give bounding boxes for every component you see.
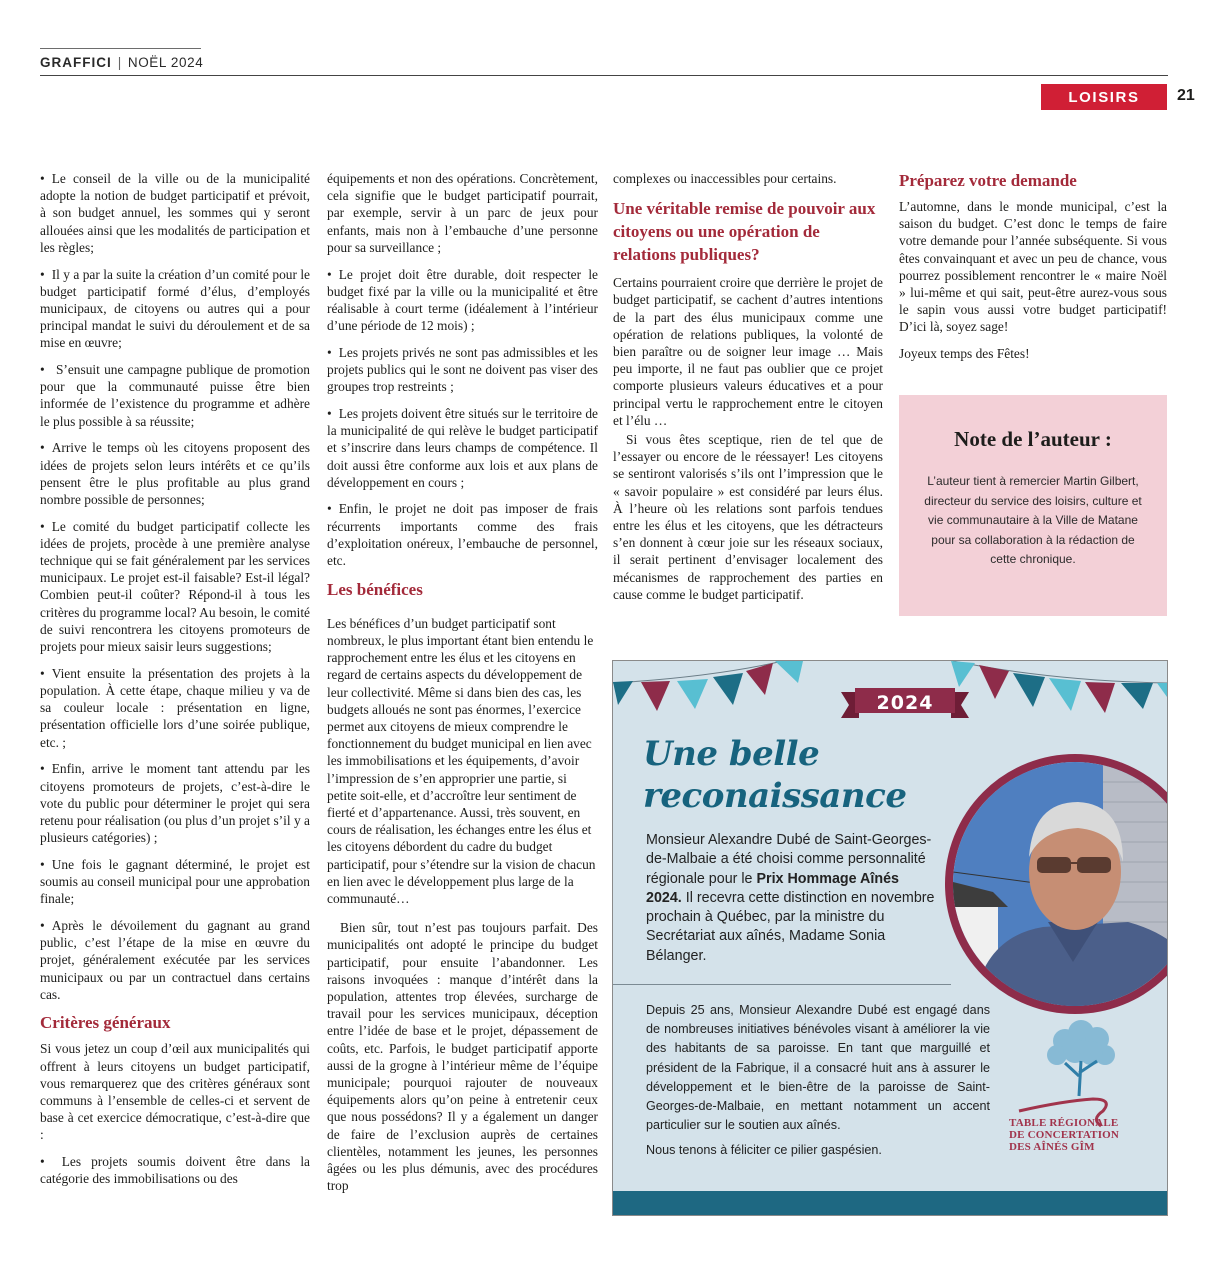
benefits-heading: Les bénéfices bbox=[327, 579, 423, 599]
portrait-photo bbox=[945, 754, 1168, 1014]
author-note-text: L’auteur tient à remercier Martin Gilbert, directeur du service des loisirs, culture et vie communautaire à la Ville de Matane pour sa collaboration à la rédaction de cette chronique. bbox=[924, 474, 1142, 566]
benefits-paragraph: Les bénéfices d’un budget participatif sont nombreux, le plus important étant bien entendu le rapprochement entre les élus et les citoyens en regard de certains aspects du développement de leur collectivité. Même si dans bien des cas, les budgets alloués ne sont pas énormes, l’exercice permet aux citoyens de mieux comprendre le fonctionnement du budget municipal en lien avec les immobilisations et les équipements, d’avoir l’impression de s’en approprier une partie, si petite soit-elle, et d’accroître leur sentiment de fierté et d’appartenance. Aussi, très souvent, en cours de réalisation, les échanges entre les élus et les citoyens débordent du cadre du budget participatif, pour s’étendre sur la vision de chacun en lien avec le développement plus large de la communauté… bbox=[327, 615, 596, 907]
author-note-box bbox=[899, 395, 1167, 616]
criteria-intro: Si vous jetez un coup d’œil aux municipalités qui offrent à leurs citoyens un budget participatif, vous remarquerez que des critères généraux sont communs à l’ensemble de celles-ci et servent de base à cet exercice démocratique, c’est-à-dire que : bbox=[40, 1041, 310, 1143]
closing-wishes: Joyeux temps des Fêtes! bbox=[899, 346, 1030, 362]
pr-heading: Une véritable remise de pouvoir aux citoyens ou une opération de relations publiques? bbox=[613, 199, 876, 265]
drawbacks-paragraph-continued: complexes ou inaccessibles pour certains. bbox=[613, 171, 837, 186]
ad-title-line-1: Une belle bbox=[643, 734, 820, 774]
publication-name: GRAFFICI bbox=[40, 55, 112, 70]
ad-title bbox=[643, 733, 906, 817]
criteria-bullet: • Les projets soumis doivent être dans la catégorie des immobilisations ou des bbox=[40, 1153, 310, 1187]
criteria-heading: Critères généraux bbox=[40, 1013, 171, 1033]
process-bullet: • Il y a par la suite la création d’un comité pour le budget participatif formé d’élus, d’employés municipaux, de citoyens ou autres qui a pour principal mandat le suivi du déroulement et de sa mise en œuvre; bbox=[40, 266, 310, 352]
masthead-separator: | bbox=[117, 55, 122, 70]
pr-paragraph-2: Si vous êtes sceptique, rien de tel que de l’essayer ou encore de le réessayer! Les citoyens se sentiront valorisés s’ils ont l’impression que le « savoir populaire » est considéré par leurs élus. À l’heure où les relations sont parfois tendues entre les élus et les citoyens, que les détracteurs s’en donnent à cœur joie sur les réseaux sociaux, il serait pertinent d’envisager localement des mécanismes de rapprochement des parties en cause comme le budget participatif. bbox=[613, 432, 883, 602]
section-tag: LOISIRS bbox=[1041, 84, 1167, 110]
criteria-bullet: • Les projets doivent être situés sur le territoire de la municipalité de qui relève le budget participatif et s’inscrire dans leurs champs de compétence. Il doit aussi être conforme aux lois et aux plans de développement en cours ; bbox=[327, 405, 598, 491]
partner-logo-text bbox=[1009, 1117, 1119, 1153]
column-2 bbox=[327, 170, 598, 1204]
recognition-ad bbox=[612, 660, 1168, 1216]
column-4 bbox=[899, 170, 1167, 372]
process-bullet: • Le conseil de la ville ou de la municipalité adopte la notion de budget participatif et prévoit, à son budget annuel, les sommes qui y seront allouées ainsi que les modalités de participation et les règles; bbox=[40, 170, 310, 256]
process-bullet: • S’ensuit une campagne publique de promotion pour que la communauté puisse être bien informée de l’existence du programme et adhère le plus possible à sa réussite; bbox=[40, 361, 310, 430]
ad-intro bbox=[646, 831, 936, 966]
portrait-illustration bbox=[953, 762, 1168, 1006]
issue-name: NOËL 2024 bbox=[127, 55, 204, 70]
criteria-bullet: • Le projet doit être durable, doit respecter le budget fixé par la ville ou la municipalité et être réalisable à court terme (idéalement à l’intérieur d’une période de 12 mois) ; bbox=[327, 266, 598, 335]
header-rule bbox=[40, 75, 1168, 76]
criteria-bullet: • Les projets privés ne sont pas admissibles et les projets publics qui le sont ne doivent pas viser des groupes trop restreints ; bbox=[327, 344, 598, 396]
process-bullet: • Après le dévoilement du gagnant au grand public, c’est l’étape de la mise en œuvre du projet, généralement exécutée par les services municipaux ou par un contractuel dans certains cas. bbox=[40, 917, 310, 1003]
logo-line-3: DES AÎNÉS GÎM bbox=[1009, 1141, 1095, 1153]
masthead-rule bbox=[40, 48, 201, 49]
ad-body bbox=[646, 1001, 990, 1167]
process-bullet: • Vient ensuite la présentation des projets à la population. À cette étape, chaque milieu y va de sa couleur locale : présentation en ligne, présentation officielle lors d’une soirée publique, etc. ; bbox=[40, 665, 310, 751]
column-3 bbox=[613, 170, 883, 613]
drawbacks-paragraph: Bien sûr, tout n’est pas toujours parfait. Des municipalités ont adopté le principe du budget participatif, pour ensuite l’abandonner. Les raisons invoquées : manque d’intérêt dans la population, attentes trop élevées, surcharge de travail pour les services municipaux, déception entre l’idée de base et le projet, dépassement de coûts, etc. Parfois, le budget participatif apporte aussi de la grogne à l’intérieur même de l’équipe municipale; pourquoi rajouter de nouveaux équipements alors qu’on peine à entretenir ceux que nous possédons? Il y a également un danger de faire de l’exclusion auprès de certaines clientèles, notamment les jeunes, les personnes âgées ou les plus démunis, avec des procédures trop bbox=[327, 920, 598, 1194]
ad-intro-text: Monsieur Alexandre Dubé de Saint-Georges-de-Malbaie a été choisi comme personnalité régionale pour le bbox=[646, 832, 932, 887]
prepare-heading: Préparez votre demande bbox=[899, 171, 1077, 190]
column-1 bbox=[40, 170, 310, 1188]
page-number: 21 bbox=[1177, 87, 1195, 104]
prepare-paragraph: L’automne, dans le monde municipal, c’est la saison du budget. C’est donc le temps de faire votre demande pour l’année subséquente. Si vous êtes convainquant et avec un peu de chance, vous pourrez possiblement rencontrer le « maire Noël » lui-même et qui sait, peut-être aurez-vous sous le sapin vous aussi votre budget participatif! D’ici là, soyez sage! bbox=[899, 199, 1167, 335]
process-bullet: • Le comité du budget participatif collecte les idées de projets, procède à une première analyse technique qui se fait généralement par les services municipaux. Le projet est-il faisable? Est-il légal? Combien peut-il coûter? Répond-il à tous les critères du programme local? Au besoin, le comité de suivi rencontrera les citoyens promoteurs de projets pour mieux saisir leurs suggestions; bbox=[40, 518, 310, 656]
pr-paragraph-1: Certains pourraient croire que derrière le projet de budget participatif, se cachent d’autres intentions de la part des élus municipaux comme une opération de relations publiques, la volonté de bien paraître ou de soigner leur image … Mais peu importe, il ne faut pas oublier que ce projet comporte plusieurs valeurs éducatives et a pour principal vertu le rapprochement entre le citoyen et l’élu … bbox=[613, 275, 883, 428]
author-note-title: Note de l’auteur : bbox=[954, 427, 1112, 451]
logo-line-2: DE CONCERTATION bbox=[1009, 1129, 1120, 1141]
award-name: Prix Hommage Aînés 2024. bbox=[646, 870, 899, 906]
process-bullet: • Enfin, arrive le moment tant attendu par les citoyens promoteurs de projets, c’est-à-dire le vote du public pour déterminer le projet qui sera retenu pour réalisation (ou plus d’un projet s’il y a plusieurs catégories) ; bbox=[40, 760, 310, 846]
criteria-bullet: • Enfin, le projet ne doit pas imposer de frais récurrents importants comme des frais d’exploitation onéreux, l’embauche de personnel, etc. bbox=[327, 500, 598, 569]
masthead bbox=[40, 55, 203, 70]
process-bullet: • Arrive le temps où les citoyens proposent des idées de projets selon leurs intérêts et ce qu’ils pensent être le plus profitable au plus grand nombre possible de personnes; bbox=[40, 439, 310, 508]
logo-line-1: TABLE RÉGIONALE bbox=[1009, 1117, 1119, 1129]
criteria-bullet-continued: équipements et non des opérations. Concrètement, cela signifie que le budget participatif pourrait, par exemple, servir à un parc de jeux pour enfants, mais non à l’embauche d’une personne pour sa surveillance ; bbox=[327, 171, 598, 255]
ad-body-paragraph: Depuis 25 ans, Monsieur Alexandre Dubé est engagé dans de nombreuses initiatives bénévoles visant à améliorer la vie des habitants de sa paroisse. En tant que marguillé et président de la Fabrique, il a consacré huit ans à assurer le développement et le bien-être de la paroisse de Saint-Georges-de-Malbaie, en mettant notamment un accent particulier sur le soutien aux aînés. bbox=[646, 1003, 990, 1133]
ad-title-line-2: reconaissance bbox=[643, 776, 907, 816]
process-bullet: • Une fois le gagnant déterminé, le projet est soumis au conseil municipal pour une approbation finale; bbox=[40, 856, 310, 908]
year-banner-text: 2024 bbox=[876, 692, 934, 714]
ad-divider bbox=[613, 984, 951, 985]
ad-closing: Nous tenons à féliciter ce pilier gaspésien. bbox=[646, 1143, 882, 1158]
ad-intro-text-2: Il recevra cette distinction en novembre prochain à Québec, par la ministre du Secrétariat aux aînés, Madame Sonia Bélanger. bbox=[646, 889, 935, 964]
ad-footer-bar bbox=[613, 1191, 1167, 1215]
